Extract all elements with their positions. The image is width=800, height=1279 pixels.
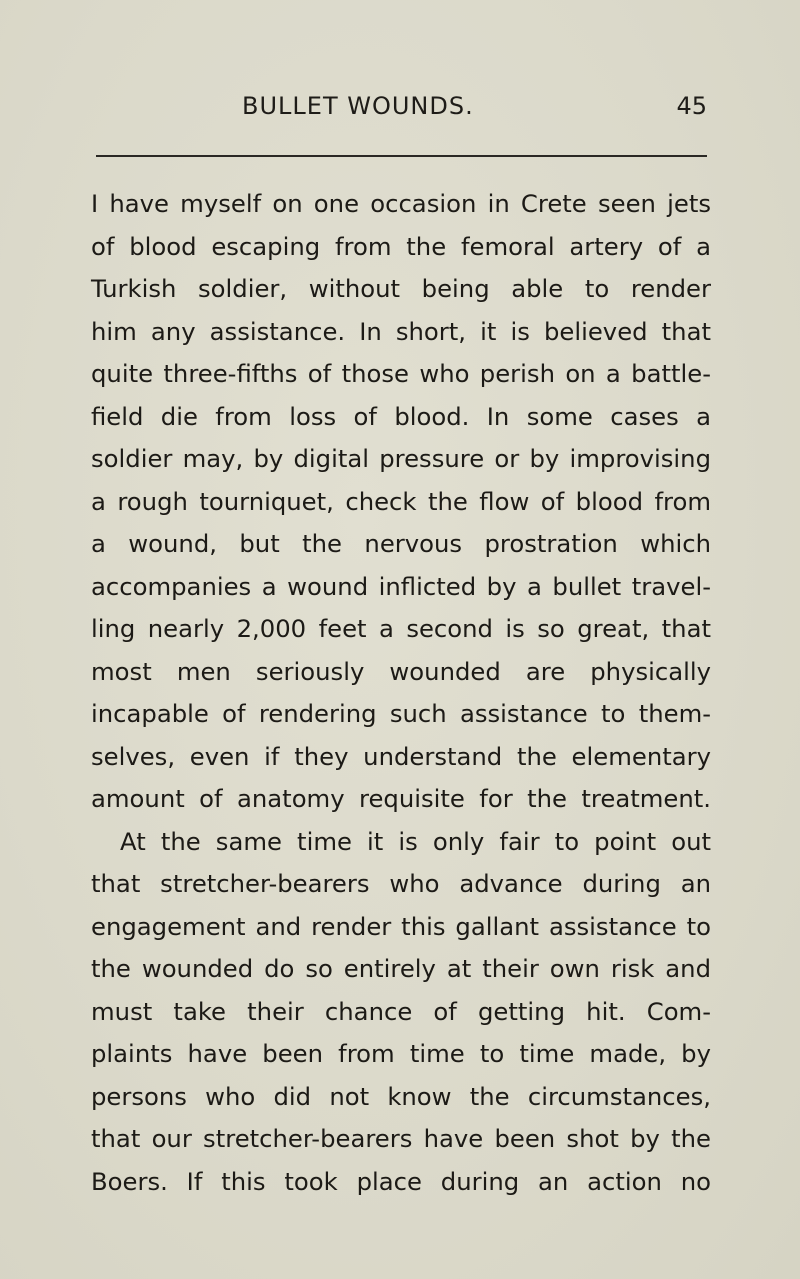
text-line: quite three-fifths of those who perish on a battle- [91,359,711,388]
text-line: Boers. If this took place during an action no [91,1166,711,1196]
text-line: that our stretcher-bearers have been shot by the [91,1124,711,1153]
text-line: selves, even if they understand the elementary [91,741,711,771]
text-line: him any assistance. In short, it is believed that [91,316,711,346]
text-line: persons who did not know the circumstances, [91,1081,711,1111]
body-text [91,183,711,1203]
text-line: plaints have been from time to time made, by [91,1039,711,1068]
text-line: a wound, but the nervous prostration which [91,529,711,558]
text-line: Turkish soldier, without being able to render [91,274,711,303]
paragraph-start-line: At the same time it is only fair to point out [120,826,711,856]
text-line: most men seriously wounded are physically [91,656,711,686]
text-line: the wounded do so entirely at their own risk and [91,954,711,983]
text-line: a rough tourniquet, check the flow of blood from [91,486,711,516]
text-line: field die from loss of blood. In some cases a [91,401,711,431]
header-rule [96,155,707,157]
text-line: incapable of rendering such assistance to them- [91,699,711,728]
text-line: ling nearly 2,000 feet a second is so great, that [91,614,711,643]
text-line: must take their chance of getting hit. Com- [91,996,711,1026]
text-line: soldier may, by digital pressure or by improvising [91,444,711,473]
text-line: of blood escaping from the femoral artery of a [91,231,711,261]
text-line: accompanies a wound inflicted by a bullet travel- [91,571,711,601]
text-line: amount of anatomy requisite for the treatment. [91,784,711,813]
running-title: BULLET WOUNDS. [242,92,474,120]
page-number: 45 [676,92,707,120]
text-line: I have myself on one occasion in Crete seen jets [91,189,711,218]
text-line: that stretcher-bearers who advance during an [91,869,711,898]
text-line: engagement and render this gallant assistance to [91,911,711,941]
running-head [95,86,707,126]
